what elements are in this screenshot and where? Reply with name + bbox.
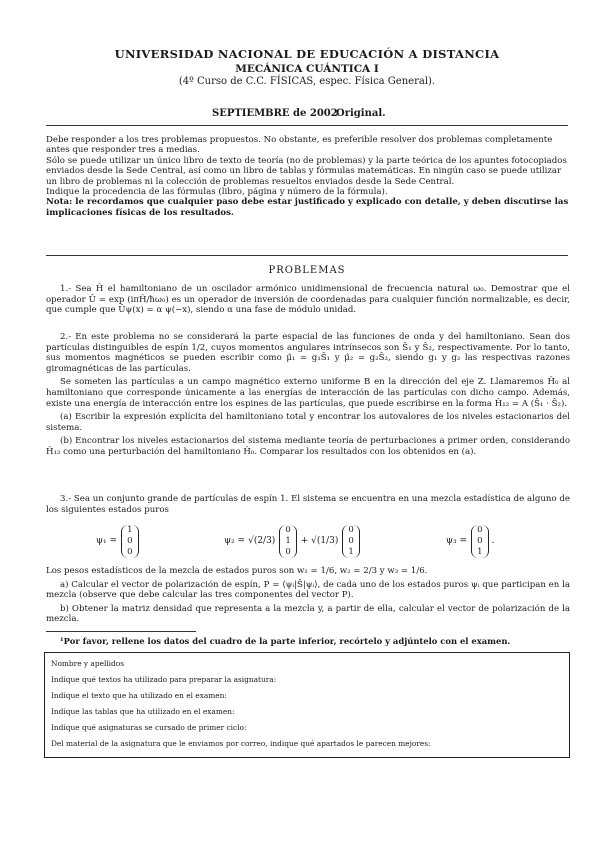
problem-3-part-b: b) Obtener la matriz densidad que representa a la mezcla y, a partir de ella, calcular el vector de polarización de la mezcla. — [46, 603, 570, 625]
psi-1 — [96, 520, 139, 562]
psi-2-coef: √(2/3) — [248, 536, 276, 546]
psi-2-comp: 1 — [285, 535, 291, 546]
psi-3: ψ₃ = 0 0 1 . — [446, 524, 495, 557]
psi-2b-column — [342, 525, 359, 558]
psi-2-label: ψ₂ = — [224, 536, 246, 546]
form-subjects-field[interactable]: Indique qué asignaturas se cursado de primer ciclo: — [51, 723, 247, 732]
psi-3-comp: 0 — [477, 535, 483, 546]
problem-3-text-a: 3.- Sea un conjunto grande de partículas de espín 1. El sistema se encuentra en una mezcla estadística de alguno de los siguientes estados puros — [46, 494, 570, 515]
footnote: ¹Por favor, rellene los datos del cuadro de la parte inferior, recórtelo y adjúntelo con el examen. — [60, 636, 511, 646]
problem-2-text-b: Se someten las partículas a un campo magnético externo uniforme B en la dirección del eje Z. Llamaremos Ĥ₀ al hamiltoniano que corresponde únicamente a las energías de interacción de las partículas con dicho campo. Además, existe una energía de interacción entre los espines de las partículas, que puede escribirse en la forma Ĥ₁₂ = A (Ŝ₁ · Ŝ₂). — [46, 377, 570, 409]
psi-1-label: ψ₁ = — [96, 536, 118, 546]
psi-2-comp: 0 — [285, 524, 291, 535]
form-name-field[interactable]: Nombre y apellidos — [51, 659, 125, 668]
psi-1-comp: 0 — [127, 546, 133, 557]
university-title: UNIVERSIDAD NACIONAL DE EDUCACIÓN A DISTANCIA — [114, 47, 500, 61]
psi-3-column — [471, 525, 488, 558]
header-rule — [46, 125, 568, 126]
problem-1 — [46, 284, 570, 319]
instruction-2: Sólo se puede utilizar un único libro de texto de teoría (no de problemas) y la parte teórica de los apuntes fotocopiados enviados desde la Sede Central, así como un libro de tablas y fórmulas matemáticas. En ningún caso se puede utilizar un libro de problemas ni la colección de problemas resueltos enviados desde la Sede Central. — [46, 155, 567, 187]
problem-2-part-a: (a) Escribir la expresión explícita del hamiltoniano total y encontrar los autovalores de los niveles estacionarios del sistema. — [46, 412, 570, 433]
problem-2 — [46, 332, 570, 461]
instruction-1: Debe responder a los tres problemas propuestos. No obstante, es preferible resolver dos problemas completamente antes que responder tres a medias. — [46, 135, 553, 156]
course-detail: (4º Curso de C.C. FÍSICAS, espec. Física General). — [178, 76, 436, 87]
exam-edition: Original. — [336, 108, 386, 119]
psi-1-comp: 1 — [127, 524, 133, 535]
psi-2b-comp: 0 — [348, 524, 354, 535]
psi-2b-comp: 1 — [348, 546, 354, 557]
psi-2 — [224, 520, 360, 562]
exam-date: SEPTIEMBRE de 2002 — [212, 108, 338, 119]
instruction-note: Nota: le recordamos que cualquier paso debe estar justificado y explicado con detalle, y deben discutirse las implicaciones físicas de los resultados. — [46, 197, 569, 218]
state-vectors — [46, 520, 570, 562]
form-material-field[interactable]: Del material de la asignatura que le enviamos por correo, indique qué apartados le parecen mejores: — [51, 739, 431, 748]
psi-2b-comp: 0 — [348, 535, 354, 546]
problem-2-part-b: (b) Encontrar los niveles estacionarios del sistema mediante teoría de perturbaciones a primer orden, considerando Ĥ₁₂ como una perturbación del hamiltoniano Ĥ₀. Comparar los resultados con los obtenidos en (a). — [46, 436, 570, 457]
section-title: PROBLEMAS — [268, 265, 346, 276]
psi-3-comp: 0 — [477, 524, 483, 535]
psi-2-column — [279, 525, 296, 558]
psi-3-label: ψ₃ = — [446, 536, 468, 546]
psi-3-comp: 1 — [477, 546, 483, 557]
problem-3-rest — [46, 566, 570, 628]
problem-2-text-a: 2.- En este problema no se considerará la parte espacial de las funciones de onda y del hamiltoniano. Sean dos partículas distinguibles de espín 1/2, cuyos momentos angulares intrínsecos son Ŝ₁ y Ŝ₂, respectivamente. Por lo tanto, sus momentos magnéticos se pueden escribir como μ̂₁ = g₁Ŝ₁ y μ̂₂ = g₂Ŝ₂, siendo g₁ y g₂ las respectivas razones giromagnéticas de las partículas. — [46, 332, 570, 374]
form-texts-field[interactable]: Indique qué textos ha utilizado para preparar la asignatura: — [51, 675, 277, 684]
intro-rule — [46, 255, 568, 256]
instruction-3: Indique la procedencia de las fórmulas (libro, página y número de la fórmula). — [46, 187, 388, 198]
problem-1-text: 1.- Sea Ĥ el hamiltoniano de un oscilador armónico unidimensional de frecuencia natural ω₀. Demostrar que el operador Û = exp (iπĤ/ħω₀) es un operador de inversión de coordenadas para cualquier función normalizable, es decir, que cumple que Ûψ(x) = α ψ(−x), siendo α una fase de módulo unidad. — [46, 284, 570, 316]
footnote-rule — [46, 631, 196, 632]
problem-3-weights: Los pesos estadísticos de la mezcla de estados puros son w₁ = 1/6, w₂ = 2/3 y w₃ = 1/6. — [46, 566, 428, 576]
instructions — [46, 135, 570, 218]
form-tables-field[interactable]: Indique las tablas que ha utilizado en el examen: — [51, 707, 235, 716]
form-exam-text-field[interactable]: Indique el texto que ha utilizado en el examen: — [51, 691, 227, 700]
student-form — [44, 652, 570, 758]
course-title: MECÁNICA CUÁNTICA I — [235, 63, 379, 75]
problem-3-part-a: a) Calcular el vector de polarización de espín, P = ⟨ψᵢ|Ŝ|ψᵢ⟩, de cada uno de los estados puros ψᵢ que participan en la mezcla (observe que debe calcular las tres componentes del vector P). — [46, 579, 570, 601]
psi-1-column — [121, 525, 138, 558]
psi-2-comp: 0 — [285, 546, 291, 557]
psi-2-plus: + √(1/3) — [300, 536, 339, 546]
psi-1-comp: 0 — [127, 535, 133, 546]
problem-3 — [46, 494, 570, 518]
